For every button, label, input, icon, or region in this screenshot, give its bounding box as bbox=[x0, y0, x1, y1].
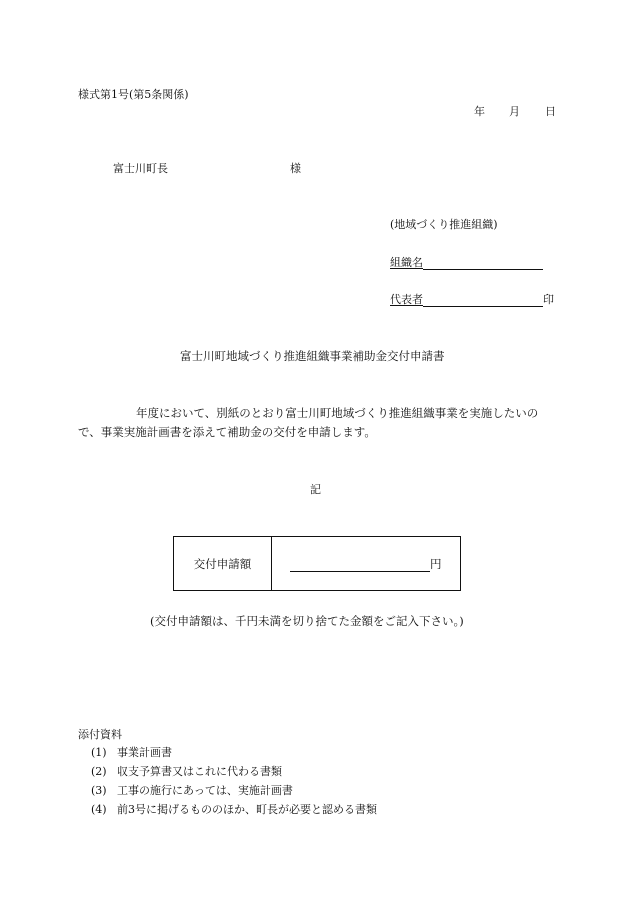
date-year: 年 bbox=[474, 105, 485, 118]
attachment-item bbox=[91, 783, 293, 798]
amount-note: (交付申請額は、千円未満を切り捨てた金額をご記入下さい。) bbox=[150, 614, 464, 628]
seal-mark: 印 bbox=[543, 293, 554, 306]
attachment-num: (3) bbox=[91, 784, 107, 797]
attachment-num: (4) bbox=[91, 803, 107, 816]
body-line-2: で、事業実施計画書を添えて補助金の交付を申請します。 bbox=[78, 425, 376, 439]
date-month: 月 bbox=[509, 105, 520, 118]
rep-line bbox=[423, 293, 543, 307]
org-name-line bbox=[423, 256, 543, 270]
attachment-num: (2) bbox=[91, 765, 107, 778]
date-day: 日 bbox=[545, 105, 556, 118]
amount-unit: 円 bbox=[430, 556, 442, 571]
attachment-text: 工事の施行にあっては、実施計画書 bbox=[117, 784, 293, 797]
attachment-text: 前3号に掲げるもののほか、町長が必要と認める書類 bbox=[117, 803, 377, 816]
org-name-label: 組織名 bbox=[390, 256, 423, 269]
amount-label: 交付申請額 bbox=[174, 537, 272, 591]
ki-mark: 記 bbox=[310, 483, 321, 496]
attachment-item bbox=[91, 802, 377, 817]
body-line-1: 年度において、別紙のとおり富士川町地域づくり推進組織事業を実施したいの bbox=[136, 406, 539, 420]
attachment-text: 収支予算書又はこれに代わる書類 bbox=[117, 765, 282, 778]
attachment-item bbox=[91, 764, 282, 779]
addressee-honorific: 様 bbox=[290, 162, 301, 175]
attachments-heading: 添付資料 bbox=[78, 728, 122, 741]
attachment-text: 事業計画書 bbox=[117, 746, 172, 759]
attachment-num: (1) bbox=[91, 746, 107, 759]
applicant-org-type: (地域づくり推進組織) bbox=[390, 218, 498, 231]
addressee-name: 富士川町長 bbox=[113, 162, 168, 175]
form-id: 様式第1号(第5条関係) bbox=[78, 88, 189, 101]
amount-table bbox=[173, 536, 461, 591]
amount-input-line bbox=[290, 557, 430, 572]
org-name-field bbox=[390, 255, 543, 270]
document-title: 富士川町地域づくり推進組織事業補助金交付申請書 bbox=[180, 349, 445, 363]
rep-label: 代表者 bbox=[390, 293, 423, 306]
amount-value-cell bbox=[272, 537, 461, 591]
attachment-item bbox=[91, 745, 172, 760]
representative-field bbox=[390, 292, 554, 307]
